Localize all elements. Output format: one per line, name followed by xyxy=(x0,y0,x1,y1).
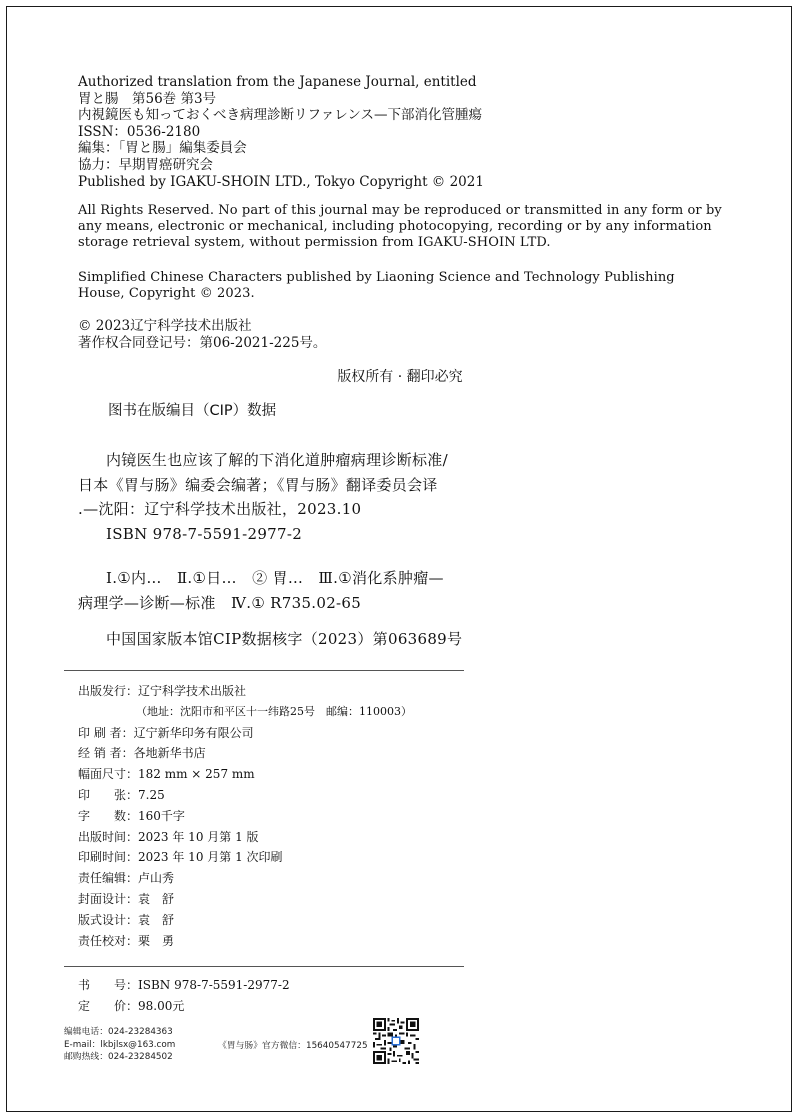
simplified-line: Simplified Chinese Characters published by Liaoning Science and Technology Publishing xyxy=(78,270,675,285)
imprint-value: 7.25 xyxy=(138,787,165,802)
editor-phone: 编辑电话：024-23284363 xyxy=(64,1027,173,1037)
imprint-label: 字 数： xyxy=(78,808,139,823)
imprint-value: 栗 勇 xyxy=(138,933,175,948)
simplified-line: House, Copyright © 2023. xyxy=(78,286,255,302)
wechat-qr-code-icon xyxy=(373,1018,419,1064)
issn-line: ISSN：0536-2180 xyxy=(78,123,201,140)
imprint-address: （地址：沈阳市和平区十一纬路25号 邮编：110003） xyxy=(136,704,412,718)
price-row xyxy=(78,996,290,1017)
book-number-value: ISBN 978-7-5591-2977-2 xyxy=(138,978,290,992)
imprint-value: 袁 舒 xyxy=(138,912,175,927)
contact-info xyxy=(64,1026,175,1064)
cip-isbn: ISBN 978-7-5591-2977-2 xyxy=(106,524,303,543)
editor-line: 編集：「胃と腸」編集委員会 xyxy=(78,140,247,157)
cip-description-line: 日本《胃与肠》编委会编著；《胃与肠》翻译委员会译 xyxy=(78,475,438,494)
imprint-value: 各地新华书店 xyxy=(133,746,206,761)
imprint-value: 辽宁新华印务有限公司 xyxy=(133,725,254,740)
imprint-value: 辽宁科学技术出版社 xyxy=(138,684,247,698)
imprint-row xyxy=(78,847,412,868)
official-wechat: 《胃与肠》官方微信：15640547725 xyxy=(218,1041,368,1051)
cip-subject-line: 病理学—诊断—标准 Ⅳ.① R735.02-65 xyxy=(78,593,362,612)
book-number-price xyxy=(78,975,290,1017)
chinese-copyright-block xyxy=(78,318,326,351)
imprint-label: 印 刷 者： xyxy=(78,725,134,740)
contract-registration-line: 著作权合同登记号：第06-2021-225号。 xyxy=(78,334,327,351)
imprint-label: 幅面尺寸： xyxy=(78,767,139,782)
rights-reserved-paragraph xyxy=(78,203,722,252)
rights-line: any means, electronic or mechanical, including photocopying, recording or by any information xyxy=(78,219,712,235)
authorized-translation-line: Authorized translation from the Japanese Journal, entitled xyxy=(78,74,477,90)
imprint-label: 印刷时间： xyxy=(78,850,139,865)
imprint-label: 版式设计： xyxy=(78,912,139,927)
cip-description-line: 内镜医生也应该了解的下消化道肿瘤病理诊断标准/ xyxy=(106,451,448,469)
imprint-row xyxy=(78,764,412,785)
imprint-value: 182 mm × 257 mm xyxy=(138,767,255,782)
mail-order-hotline: 邮购热线：024-23284502 xyxy=(64,1052,173,1063)
price-label: 定 价： xyxy=(78,998,139,1013)
imprint-row xyxy=(78,889,412,910)
cip-heading: 图书在版编目（CIP）数据 xyxy=(108,403,277,419)
original-publication-info xyxy=(78,74,484,190)
imprint-row xyxy=(78,910,412,931)
imprint-label: 责任编辑： xyxy=(78,871,139,886)
book-number-label: 书 号： xyxy=(78,978,139,992)
cn-copyright-line: © 2023辽宁科学技术出版社 xyxy=(78,318,252,334)
imprint-row xyxy=(78,681,412,702)
imprint-label: 责任校对： xyxy=(78,933,139,948)
imprint-value: 160千字 xyxy=(138,808,185,823)
editor-email: E-mail：lkbjlsx@163.com xyxy=(64,1039,176,1050)
publisher-copyright-line: Published by IGAKU-SHOIN LTD., Tokyo Copyright © 2021 xyxy=(78,173,484,190)
cip-core-number: 中国国家版本馆CIP数据核字（2023）第063689号 xyxy=(106,630,463,648)
imprint-row xyxy=(78,931,412,952)
imprint-row xyxy=(78,827,412,848)
rights-line: storage retrieval system, without permission from IGAKU-SHOIN LTD. xyxy=(78,235,551,251)
rights-line: All Rights Reserved. No part of this journal may be reproduced or transmitted in any form or by xyxy=(78,203,722,218)
divider-top xyxy=(64,670,464,671)
imprint-label: 出版发行： xyxy=(78,684,139,698)
imprint-label: 出版时间： xyxy=(78,829,139,844)
cip-description-line: .—沈阳：辽宁科学技术出版社，2023.10 xyxy=(78,500,362,519)
cip-subject-line: Ⅰ.①内… Ⅱ.①日… ② 胃… Ⅲ.①消化系肿瘤— xyxy=(106,569,444,587)
cooperation-line: 協力：早期胃癌研究会 xyxy=(78,156,213,173)
imprint-value: 袁 舒 xyxy=(138,891,175,906)
imprint-row xyxy=(78,702,412,723)
journal-title-line: 胃と腸 第56巻 第3号 xyxy=(78,90,217,107)
imprint-value: 2023 年 10 月第 1 次印刷 xyxy=(138,850,283,865)
cip-subjects xyxy=(78,566,444,615)
simplified-chinese-paragraph xyxy=(78,270,675,302)
divider-bottom xyxy=(64,966,464,967)
imprint-value: 2023 年 10 月第 1 版 xyxy=(138,829,259,844)
imprint-table xyxy=(78,681,412,951)
imprint-row xyxy=(78,868,412,889)
imprint-value: 卢山秀 xyxy=(138,871,175,886)
imprint-row xyxy=(78,723,412,744)
cip-description xyxy=(78,448,448,546)
imprint-row xyxy=(78,743,412,764)
imprint-row xyxy=(78,806,412,827)
rights-notice: 版权所有 · 翻印必究 xyxy=(337,369,463,385)
book-number-row xyxy=(78,975,290,996)
imprint-label: 封面设计： xyxy=(78,891,139,906)
journal-subtitle-line: 内視鏡医も知っておくべき病理診断リファレンス—下部消化管腫瘍 xyxy=(78,107,482,124)
price-value: 98.00元 xyxy=(138,998,185,1013)
imprint-label: 经 销 者： xyxy=(78,746,134,761)
imprint-label: 印 张： xyxy=(78,787,139,802)
imprint-row xyxy=(78,785,412,806)
